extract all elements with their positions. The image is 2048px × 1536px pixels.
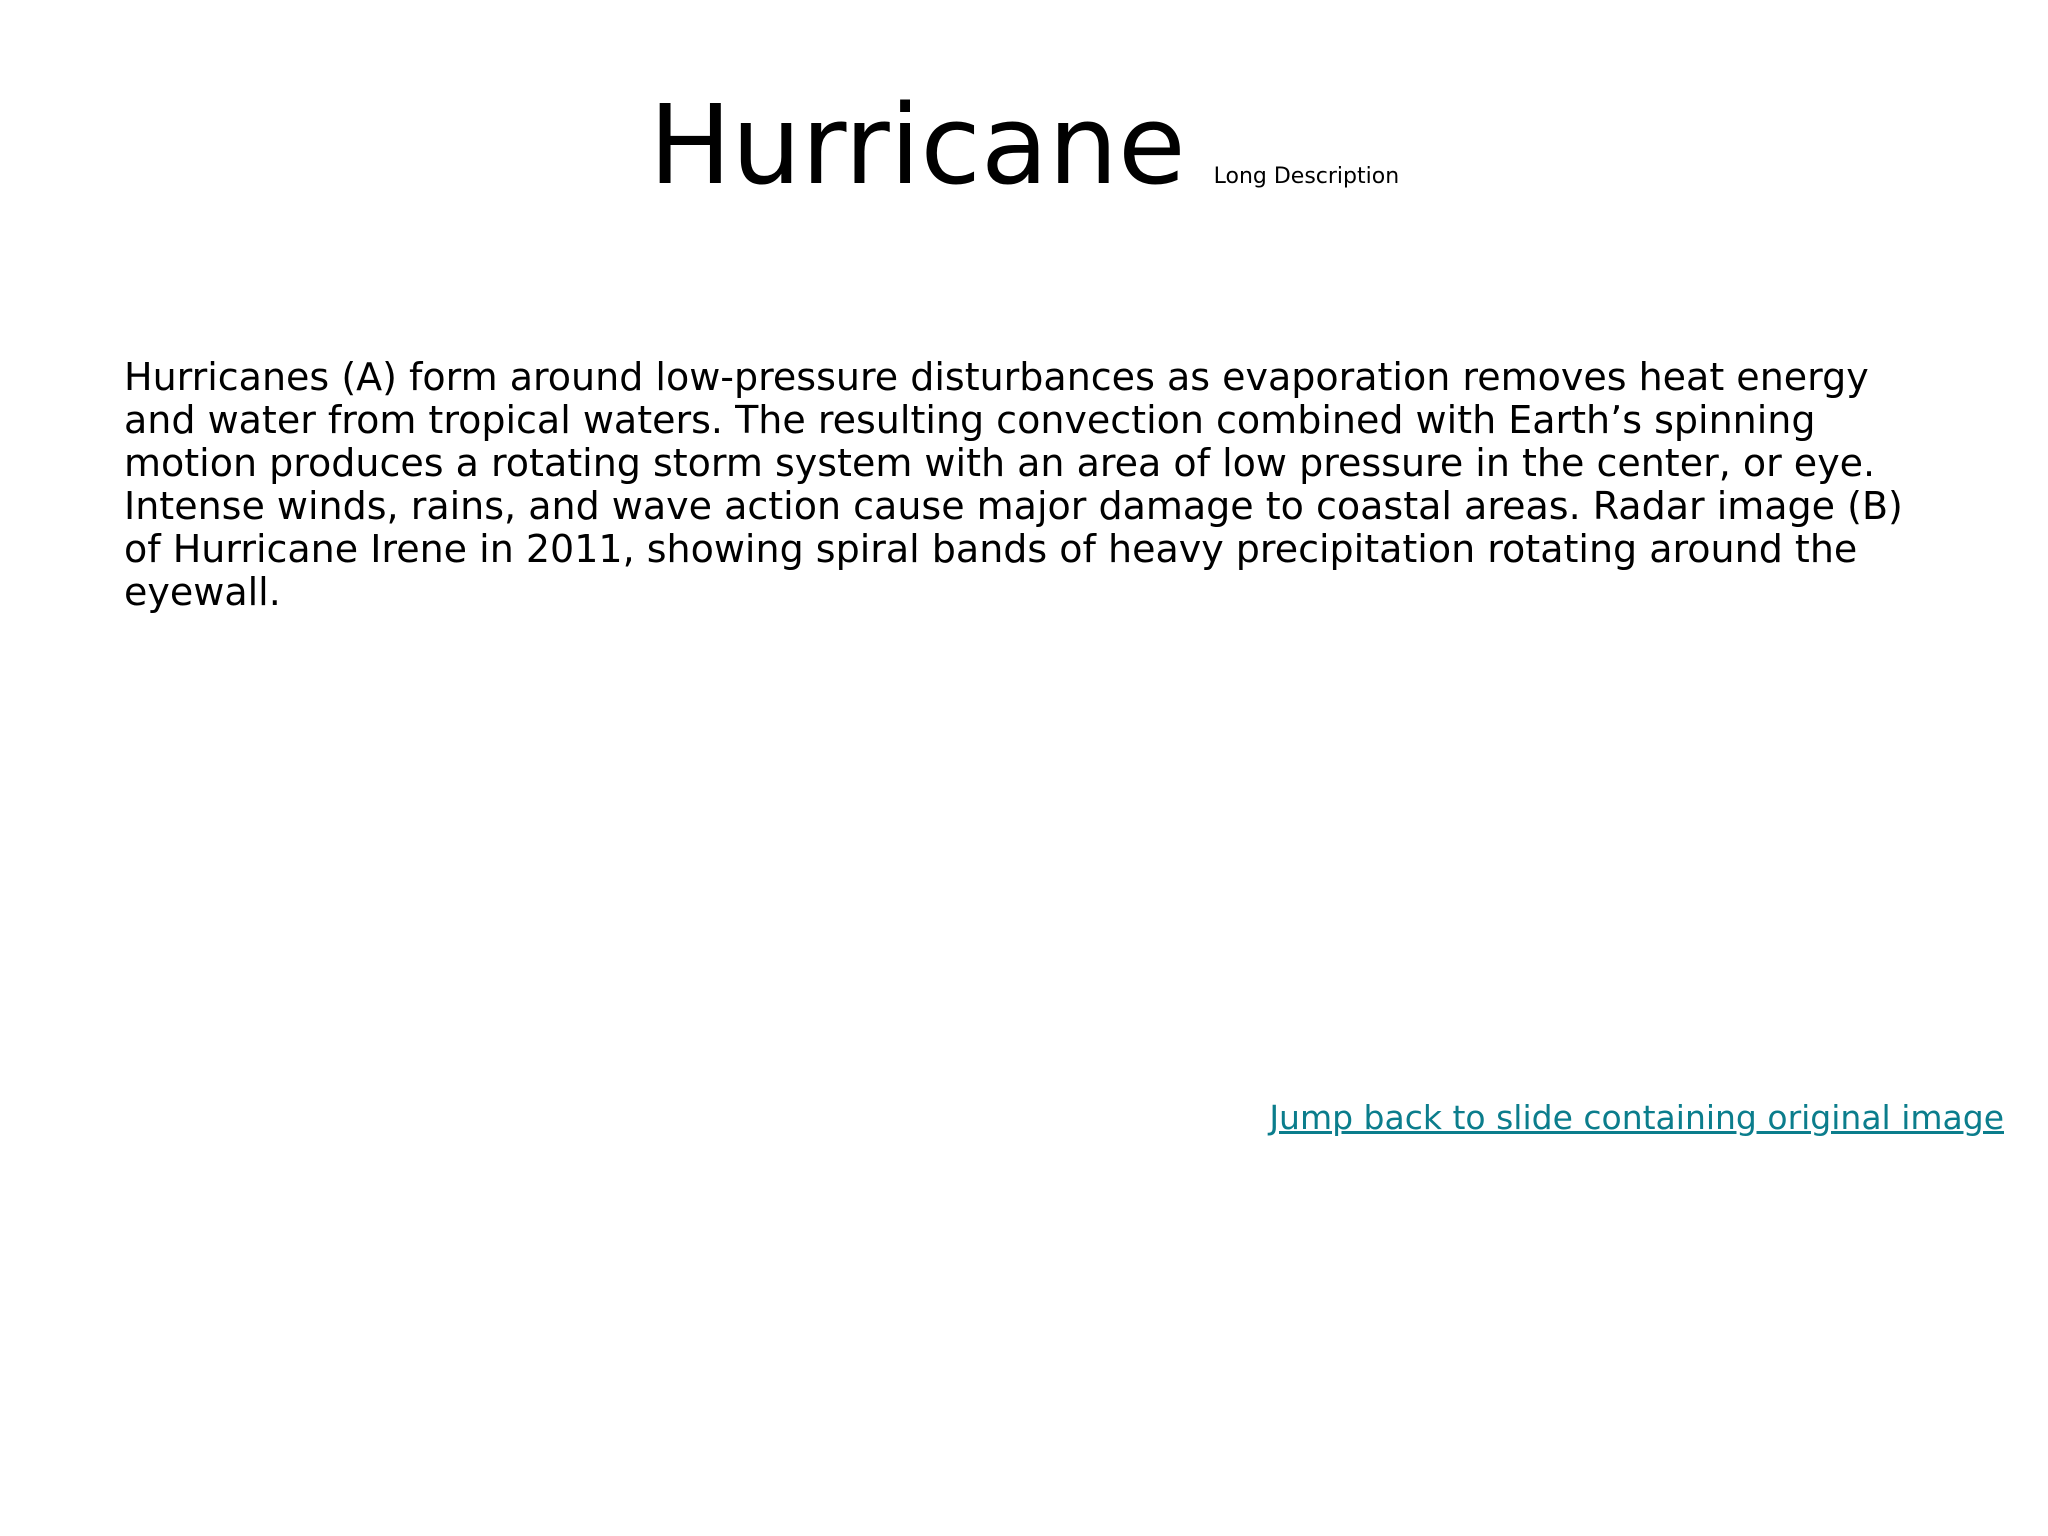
title-row [0, 80, 2048, 210]
jump-back-link[interactable]: Jump back to slide containing original image [1269, 1098, 2004, 1137]
slide-title: Hurricane [648, 81, 1186, 209]
long-description-text: Hurricanes (A) form around low-pressure disturbances as evaporation removes heat energy and water from tropical waters. The resulting convection combined with Earth’s spinning motion produces a rotating storm system with an area of low pressure in the center, or eye. Intense winds, rains, and wave action cause major damage to coastal areas. Radar image (B) of Hurricane Irene in 2011, showing spiral bands of heavy precipitation rotating around the eyewall. [124, 355, 1903, 614]
slide-subtitle: Long Description [1213, 164, 1400, 189]
